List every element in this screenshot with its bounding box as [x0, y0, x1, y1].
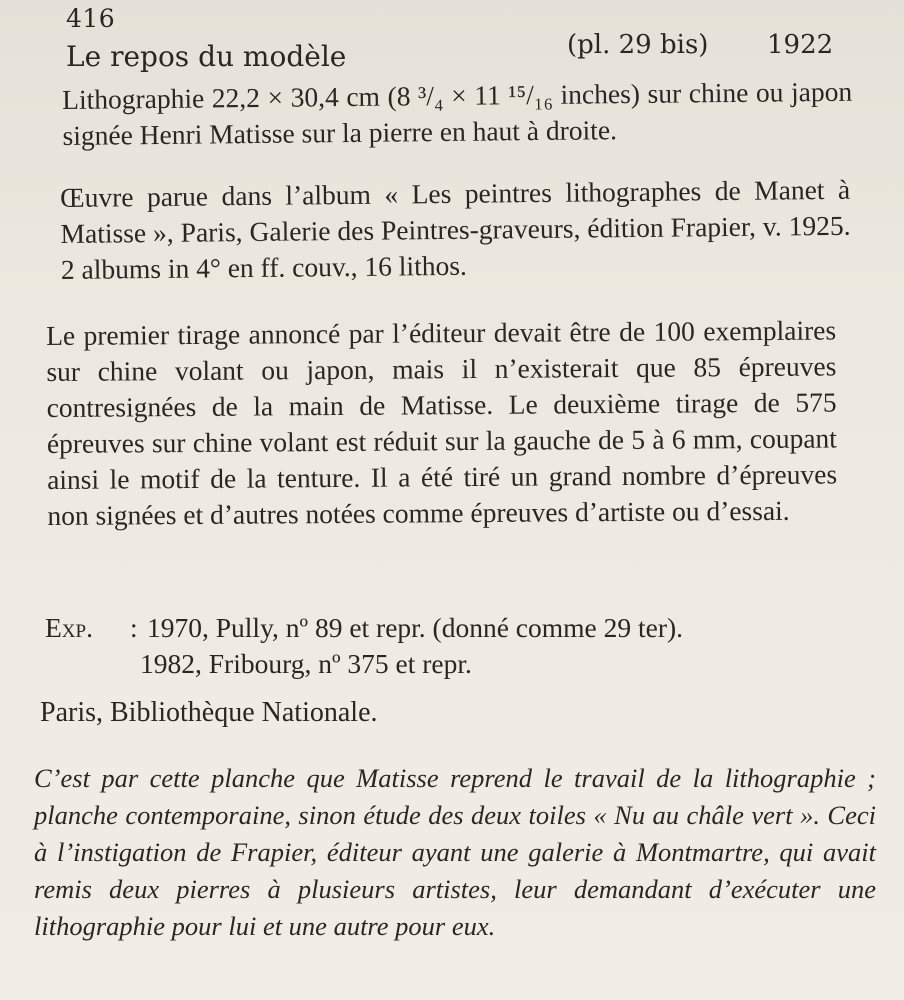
plate-reference: (pl. 29 bis)	[567, 30, 709, 60]
publication-paragraph: Œuvre parue dans l’album « Les peintres lithographes de Manet à Matisse », Paris, Galerie des Peintres-graveurs, édition Frapier, v. 1925. 2 albums in 4° en ff. couv., 16 lithos.	[60, 173, 851, 285]
commentary-note: C’est par cette planche que Matisse reprend le travail de la lithographie ; planche contemporaine, sinon étude des deux toiles « Nu au châle vert ». Ceci à l’instigation de Frapier, éditeur ayant une galerie à Montmartre, qui avait remis deux pierres à plusieurs artistes, leur demandant d’exécuter une lithographie pour lui et une autre pour eux.	[34, 763, 876, 941]
exhibitions-separator: :	[130, 612, 138, 643]
exhibition-entry: 1970, Pully, nº 89 et repr. (donné comme 29 ter).	[147, 612, 684, 643]
technical-description: Lithographie 22,2 × 30,4 cm (8 ³/₄ × 11 ¹⁵/₁₆ inches) sur chine ou japon signée Henri Matisse sur la pierre en haut à droite.	[62, 75, 853, 151]
artwork-year: 1922	[767, 30, 834, 60]
catalog-number: 416	[66, 4, 116, 33]
exhibition-entry: 1982, Fribourg, nº 375 et repr.	[140, 648, 472, 679]
printing-paragraph: Le premier tirage annoncé par l’éditeur devait être de 100 exemplaires sur chine volant ou japon, mais il n’existerait que 85 épreuves contresignées de la main de Matisse. Le deuxième tirage de 575 épreuves sur chine volant est réduit sur la gauche de 5 à 6 mm, coupant ainsi le motif de la tenture. Il a été tiré un grand nombre d’épreuves non signées et d’autres notées comme épreuves d’artiste ou d’essai.	[46, 314, 838, 531]
collection-location: Paris, Bibliothèque Nationale.	[40, 697, 378, 728]
artwork-title: Le repos du modèle	[66, 40, 347, 73]
exhibitions-label: Exp.	[45, 612, 93, 643]
